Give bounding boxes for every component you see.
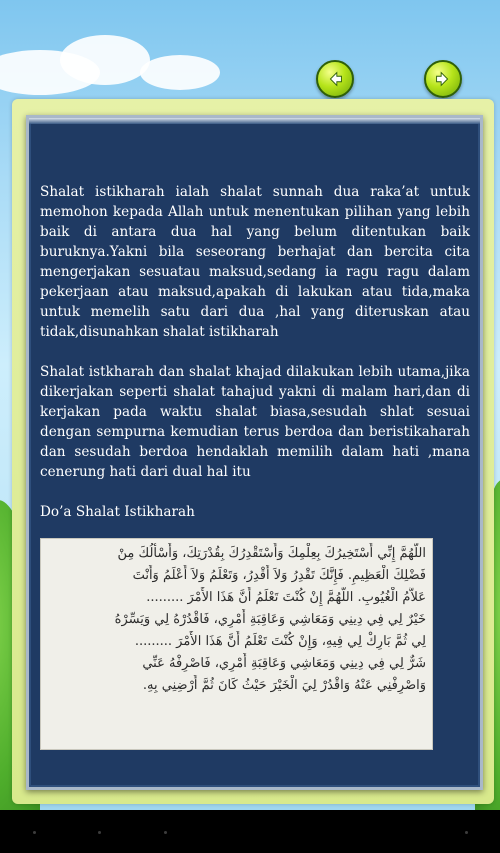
nav-dot <box>33 831 36 834</box>
nav-dot <box>98 831 101 834</box>
arabic-line: وَاصْرِفْنِي عَنْهُ وَاقْدُرْ لِيَ الْخَيْرَ حَيْثُ كَانَ ثُمَّ أَرْضِنِي بِهِ. <box>142 678 426 693</box>
arabic-line: خَيْرٌ لِي فِي دِينِي وَمَعَاشِي وَعَاقِبَةِ أَمْرِي، فَاقْدُرْهُ لِي وَيَسِّرْهُ <box>114 612 426 627</box>
arrow-left-icon <box>324 68 346 90</box>
arabic-prayer-image <box>40 538 433 750</box>
arabic-line: عَلاَّمُ الْغُيُوبِ. اللَّهُمَّ إِنْ كُنْتَ تَعْلَمُ أَنَّ هَذَا الأَمْرَ ......... <box>146 590 426 605</box>
arrow-right-icon <box>432 68 454 90</box>
nav-dot <box>164 831 167 834</box>
next-page-button[interactable] <box>424 60 462 98</box>
paragraph-intro: Shalat istikharah ialah shalat sunnah dua raka’at untuk memohon kepada Allah untuk menentukan pilihan yang lebih baik di antara dua hal yang belum ditentukan baik buruknya.Yakni bila seseorang berhajat dan bercita cita mengerjakan sesuatau maksud,sedang ia ragu ragu dalam pekerjaan atau maksud,apakah di lakukan atau tida,maka untuk memelih satu dari dua ,hal yang diteruskan atau tidak,disunahkan shalat istikharah <box>40 184 470 340</box>
arabic-line: لِي ثُمَّ بَارِكْ لِي فِيهِ، وَإِنْ كُنْتَ تَعْلَمُ أَنَّ هَذَا الأَمْرَ ......... <box>134 634 426 649</box>
cloud-decoration <box>60 35 150 85</box>
paragraph-practice: Shalat istkharah dan shalat khajad dilakukan lebih utama,jika dikerjakan seperti shalat tahajud yakni di malam hari,dan di kerjakan pada waktu shalat biasa,sesudah shlat sesuai dengan sempurna kemudian terus berdoa dan beristikaharah dan sesudah berdoa hendaklah memilih dalam hati ,mana cenerung hati dari dual hal itu <box>40 364 470 480</box>
nav-dot <box>465 831 468 834</box>
arabic-line: اللَّهُمَّ إِنِّي أَسْتَخِيرُكَ بِعِلْمِكَ وَأَسْتَقْدِرُكَ بِقُدْرَتِكَ، وَأَسْأَلُكَ مِنْ <box>117 546 426 561</box>
cloud-decoration <box>140 55 220 90</box>
system-navigation-bar <box>0 810 500 853</box>
article-content <box>40 182 470 750</box>
arabic-line: شَرٌّ لِي فِي دِينِي وَمَعَاشِي وَعَاقِبَةِ أَمْرِي، فَاصْرِفْهُ عَنِّي <box>142 656 426 671</box>
previous-page-button[interactable] <box>316 60 354 98</box>
content-panel[interactable] <box>26 115 483 790</box>
arabic-line: فَضْلِكَ الْعَظِيمِ. فَإِنَّكَ تَقْدِرُ وَلاَ أَقْدِرُ، وَتَعْلَمُ وَلاَ أَعْلَمُ وَأَنْتَ <box>132 568 426 583</box>
doa-title: Do’a Shalat Istikharah <box>40 504 195 520</box>
panel-bevel <box>29 118 480 124</box>
